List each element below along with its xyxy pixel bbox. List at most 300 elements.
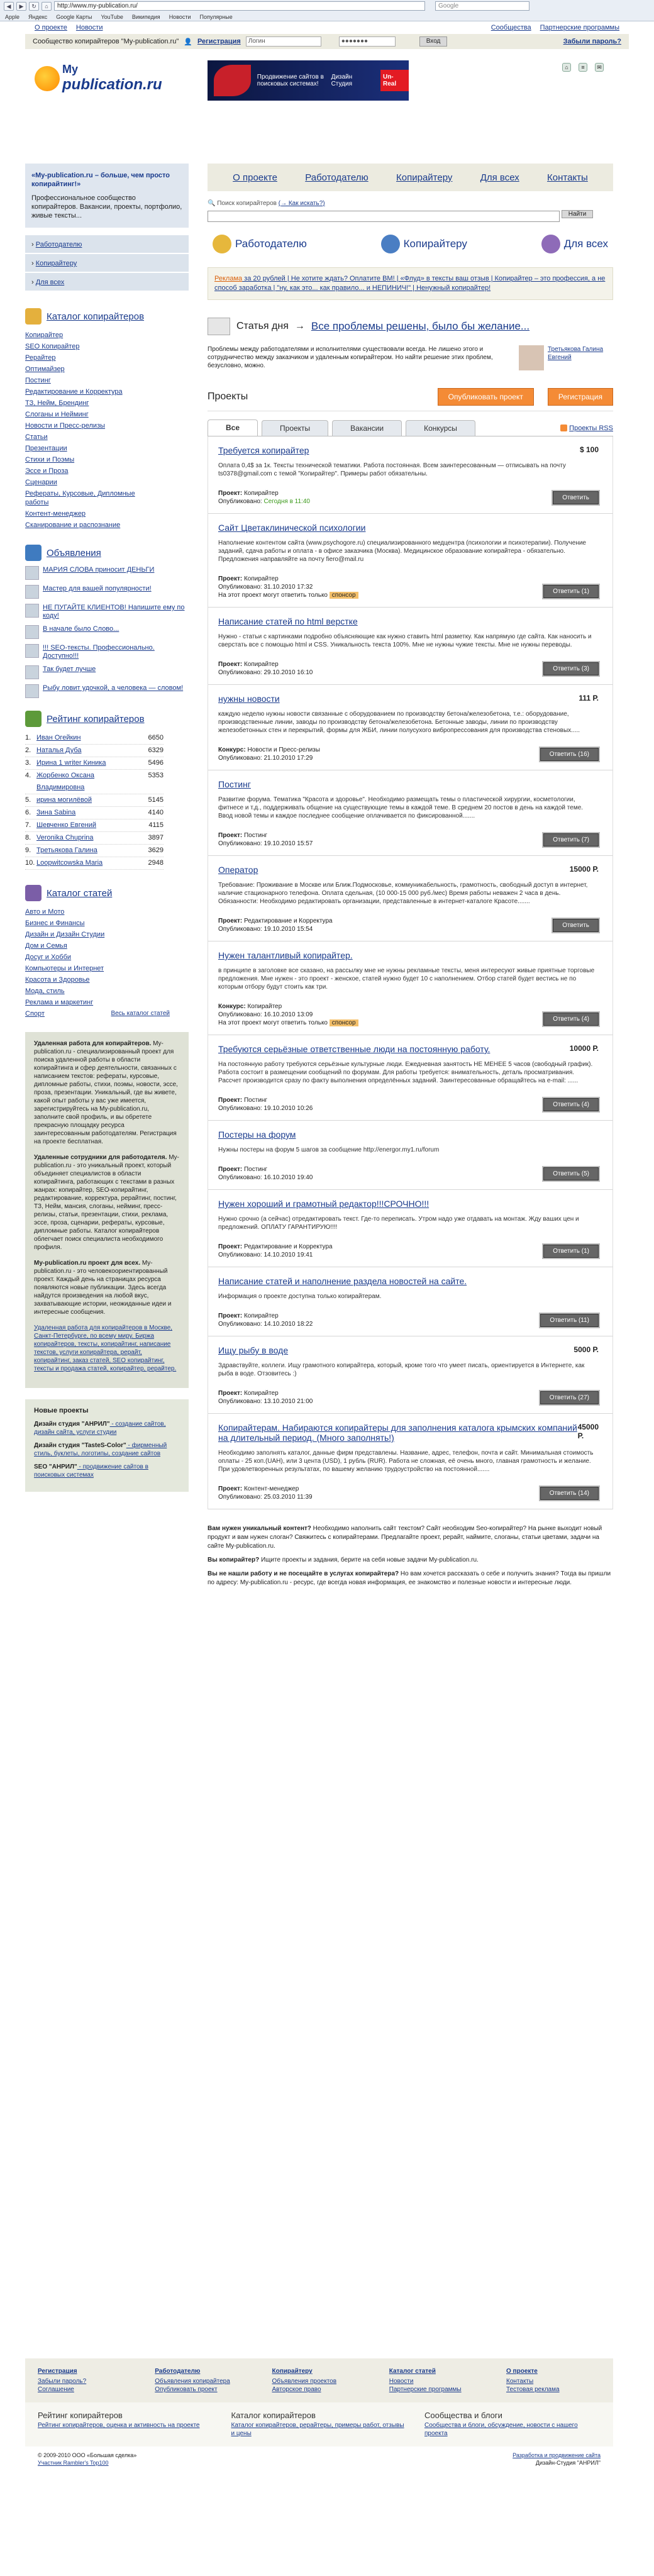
project-published-label: Опубликовано:	[218, 584, 262, 591]
catalog-list	[25, 330, 157, 531]
rating-name[interactable]: ирина могилёвой	[36, 796, 92, 804]
article-cat-link[interactable]: Мода, стиль	[25, 987, 65, 995]
publish-project-button[interactable]: Опубликовать проект	[438, 388, 534, 406]
project-description: Требование: Проживание в Москве или Ближ.Подмосковье, коммуникабельность, грамотность, свободный доступ в интернет, наличие стационарного телефона. Оплата сдельная, (10 000-15 000 руб./мес) Время работы неважен 2 часа в день. Обязанности: Необходимо редактировать организации, представленные в интернет-каталоге Красоте.......	[218, 882, 588, 905]
mail-icon[interactable]: ✉	[595, 63, 604, 72]
article-cat-link[interactable]: Компьютеры и Интернет	[25, 965, 104, 972]
handshake-icon	[213, 235, 231, 253]
project-category: Постинг	[243, 1097, 268, 1104]
rating-rank: 2.	[25, 747, 31, 754]
copyright-text: © 2009-2010 ООО «Большая сделка»	[38, 2452, 137, 2458]
role-link-label[interactable]: Работодателю	[35, 241, 82, 248]
rating-name[interactable]: Veronika Chuprina	[36, 834, 94, 841]
ad-link[interactable]: НЕ ПУГАЙТЕ КЛИЕНТОВ! Напишите ему по коду!	[43, 604, 185, 619]
new-projects-box	[25, 1399, 189, 1492]
project-date: 19.10.2010 15:54	[263, 926, 313, 933]
project-kind: Конкурс:	[218, 747, 246, 753]
promo-text[interactable]: за 20 рублей | Не хотите ждать? Оплатите ВМ! | «Флуд» в тексты ваш отзыв | Копирайтер – это профессия, а не способ заработка | "ну, как это... как правило... и НЕПИНИЧ!" | Ненужный копирайтер!	[214, 275, 606, 292]
project-title[interactable]: нужны новости	[218, 694, 280, 704]
nav-all[interactable]: Для всех	[480, 172, 519, 183]
project-date: 31.10.2010 17:32	[263, 584, 313, 591]
project-title[interactable]: Сайт Цветаклинической психологии	[218, 523, 366, 533]
reply-button[interactable]: Ответить (5)	[543, 1167, 599, 1180]
forgot-password-link[interactable]: Забыли пароль?	[563, 38, 621, 45]
ad-item[interactable]	[25, 684, 189, 698]
rating-name[interactable]: Третьякова Галина	[36, 847, 97, 854]
slogan-text: Профессиональное сообщество копирайтеров. Вакансии, проекты, портфолио, живые тексты...	[31, 194, 182, 219]
footer-col-head[interactable]: Копирайтеру	[272, 2368, 313, 2375]
tab-vacancies[interactable]: Вакансии	[332, 420, 402, 436]
footer-link[interactable]: Партнерские программы	[389, 2386, 462, 2393]
about-paragraph	[34, 1324, 180, 1373]
footer-section-link[interactable]: Каталог копирайтеров, рерайтеры, примеры работ, отзывы и цены	[231, 2422, 404, 2437]
counter-link[interactable]: Участник Rambler's Top100	[38, 2460, 109, 2466]
reply-button[interactable]: Ответить (3)	[543, 662, 599, 675]
project-title[interactable]: Написание статей и наполнение раздела новостей на сайте.	[218, 1276, 467, 1286]
footer-col-head[interactable]: Регистрация	[38, 2368, 77, 2375]
role-link-all[interactable]	[25, 273, 189, 292]
project-item	[208, 1336, 612, 1414]
project-published-label: Опубликовано:	[218, 1011, 262, 1018]
nav-copywriter[interactable]: Копирайтеру	[396, 172, 453, 183]
people-icon	[541, 235, 560, 253]
project-list	[208, 436, 613, 1509]
rating-row	[25, 832, 164, 845]
catalog-link[interactable]: Стихи и Поэмы	[25, 456, 75, 464]
ads-heading	[25, 545, 189, 561]
role-link-label[interactable]: Копирайтеру	[35, 260, 77, 267]
article-cat-link[interactable]: Дизайн и Дизайн Студии	[25, 931, 105, 938]
reply-button[interactable]: Ответить (14)	[540, 1487, 599, 1500]
rating-row	[25, 757, 164, 770]
project-title[interactable]: Требуется копирайтер	[218, 445, 309, 455]
project-category: Копирайтер	[243, 1313, 279, 1319]
footer-link[interactable]: Опубликовать проект	[155, 2386, 218, 2393]
project-description: Наполнение контентом сайта (www.psychogore.ru) специализированного медцентра (психологии и психотерапии). Получение заданий, сдача работы и оплата - в офисе заказчика (Москва). Медицинское образование копирайтера - обязательно. Предложения направляйте на почту fiero@mail.ru	[218, 540, 586, 563]
project-item	[208, 1267, 612, 1336]
faq-answer: Необходимо наполнить сайт текстом? Сайт необходим Seo-копирайтер? На рынке выходит новый продукт и вам нужен слоган? Свяжитесь с копирайтерами. Предлагайте проект, рерайт, наймите, слоганы, статьи цветами, задачи на сайте My-publication.ru.	[208, 1525, 602, 1550]
article-cat-link[interactable]: Красота и Здоровье	[25, 976, 90, 984]
catalog-link[interactable]: Рефераты, Курсовые, Дипломные работы	[25, 490, 135, 506]
author-avatar	[519, 345, 544, 370]
util-partners-link[interactable]: Партнерские программы	[540, 24, 619, 31]
dev-link[interactable]: Разработка и продвижение сайта	[513, 2452, 601, 2458]
new-project-item[interactable]	[34, 1441, 180, 1458]
home-icon[interactable]: ⌂	[562, 63, 571, 72]
browser-chrome	[0, 0, 654, 21]
ad-banner[interactable]	[208, 60, 409, 101]
bookmark[interactable]: Популярные	[199, 13, 233, 20]
project-description: Необходимо заполнять каталог, данные фирм представлены. Название, адрес, телефон, почта и сайт. Минимальная стоимость оплаты - 25 коп.(UAH), или 3 цента (USD), 1 рубль (RUR). Работа не сложная, её очень много, главная грамотность и желание. При удовлетворенных результатах, по вашему желанию трудоустройство на постоянной.......	[218, 1450, 594, 1473]
rating-row	[25, 857, 164, 870]
project-title[interactable]: Ищу рыбу в воде	[218, 1345, 289, 1355]
megaphone-icon	[25, 545, 42, 561]
catalog-link[interactable]: Копирайтер	[25, 331, 64, 339]
rating-rank: 8.	[25, 834, 31, 841]
articles-title[interactable]: Каталог статей	[47, 887, 113, 899]
article-cat-link[interactable]: Авто и Мото	[25, 908, 65, 916]
project-description: Нужны постеры на форум 5 шагов за сообщение http://energor.my1.ru/forum	[218, 1146, 440, 1153]
register-button[interactable]: Регистрация	[548, 388, 613, 406]
project-title[interactable]: Копирайтерам. Набираются копирайтеры для заполнения каталога крымских компаний на длительный период. (Много заполнять!)	[218, 1423, 577, 1443]
project-kind: Проект:	[218, 575, 243, 582]
project-kind: Проект:	[218, 661, 243, 668]
search-input[interactable]	[208, 211, 560, 222]
footer-col	[389, 2367, 484, 2394]
ad-link[interactable]: Рыбу ловит удочкой, а человека — словом!	[43, 684, 184, 692]
footer-col	[506, 2367, 601, 2394]
footer-col-head[interactable]: О проекте	[506, 2368, 538, 2375]
rating-score: 3629	[148, 847, 164, 854]
role-copywriter[interactable]	[381, 235, 467, 253]
sitemap-icon[interactable]: ≡	[579, 63, 587, 72]
rating-rank: 1.	[25, 734, 31, 741]
rating-rank: 4.	[25, 772, 31, 779]
tab-contests[interactable]: Конкурсы	[406, 420, 475, 436]
rating-name[interactable]: Шевченко Евгений	[36, 821, 97, 829]
project-category: Редактирование и Корректура	[243, 918, 333, 924]
project-title[interactable]: Оператор	[218, 865, 258, 875]
rating-row	[25, 807, 164, 819]
reply-button[interactable]: Ответить	[553, 919, 599, 932]
rating-name[interactable]: Иван Огейкин	[36, 734, 81, 741]
footer-link[interactable]: Тестовая реклама	[506, 2386, 560, 2393]
sponsor-badge: спонсор	[330, 592, 358, 599]
ad-thumb	[25, 585, 39, 599]
ad-link[interactable]: Мастер для вашей популярности!	[43, 585, 152, 592]
ads-title[interactable]: Объявления	[47, 547, 101, 558]
ad-item[interactable]	[25, 644, 189, 660]
promo-notice	[208, 267, 613, 300]
site-header	[25, 49, 629, 107]
faq-item	[208, 1570, 613, 1587]
site-logo[interactable]	[35, 63, 162, 94]
new-project-item[interactable]	[34, 1463, 180, 1479]
rating-name[interactable]: Loopwitcowska Maria	[36, 859, 103, 867]
ad-thumb	[25, 644, 39, 658]
catalog-link[interactable]: Презентации	[25, 445, 67, 452]
project-kind: Конкурс:	[218, 1003, 246, 1010]
project-category: Контент-менеджер	[243, 1485, 299, 1492]
faq-section	[208, 1524, 613, 1587]
util-community-link[interactable]: Сообщества	[490, 24, 531, 31]
ads-list	[25, 566, 189, 698]
logo-line2: publication.ru	[62, 76, 162, 93]
tab-projects[interactable]: Проекты	[262, 420, 328, 436]
project-description: Нужно срочно (а сейчас) отредактировать текст. Где-то переписать. Утром надо уже отдавать на монтаж. Жду ваших цен и предложений. ОПЛАТУ ГАРАНТИРУЮ!!!!	[218, 1216, 579, 1231]
project-item	[208, 1035, 612, 1121]
about-text: My-publication.ru - специализированный проект для поиска удаленной работы в области копирайтинга и сфер деятельности, связанных с написанием текстов: рефераты, курсовые, дипломные работы, стихи, поэмы, новости, эссе, проза, презентации. Уникальный, где вы живете, какой опыт работы у вас уже имеется, зарегистрируйтесь на My-publication.ru, заполните свой профиль, и вы обретете прекрасную площадку ресурса заинтересованным работодателям. Регистрация на проекте бесплатная.	[34, 1040, 178, 1145]
project-date: 29.10.2010 16:10	[263, 669, 313, 676]
author-name[interactable]: Третьякова Галина Евгений	[548, 346, 604, 361]
rating-rank: 9.	[25, 847, 31, 854]
bookmark[interactable]: Google Карты	[56, 13, 92, 20]
rating-name[interactable]: Ирина 1 writer Киника	[36, 759, 106, 767]
catalog-title[interactable]: Каталог копирайтеров	[47, 311, 145, 322]
role-link-employer[interactable]	[25, 235, 189, 254]
role-employer[interactable]	[213, 235, 307, 253]
article-cat-link[interactable]: Бизнес и Финансы	[25, 919, 85, 927]
bookmark[interactable]: Яндекс	[28, 13, 48, 20]
catalog-link[interactable]: Рерайтер	[25, 354, 56, 362]
about-text: My-publication.ru - это уникальный проект, который объединяет специалистов в области копирайтинга, работающих с текстами в разных жанрах: копирайтер, SEO-копирайтинг, редактирование, корректура, рерайтинг, постинг, ТЗ, Нейм, мансия, слоганы, нейминг, пресс-релизы, статьи, презентации, стихи, реклама, эссе, проза, сценарии, рефераты, курсовые, дипломные работы. Каталог копирайтеров облегчает поиск специалиста необходимого профиля.	[34, 1154, 179, 1251]
home-icon[interactable]: ⌂	[42, 2, 52, 11]
ad-link[interactable]: В начале было Слово...	[43, 625, 119, 633]
ad-thumb	[25, 604, 39, 618]
footer-col-head[interactable]: Работодателю	[155, 2368, 201, 2375]
rating-score: 3897	[148, 834, 164, 841]
project-item	[208, 941, 612, 1035]
banner-brand: Un-Real	[380, 70, 409, 91]
project-category: Постинг	[243, 832, 268, 839]
rss-link[interactable]	[560, 425, 613, 432]
footer-link[interactable]: Забыли пароль?	[38, 2378, 87, 2385]
project-title[interactable]: Постинг	[218, 779, 251, 789]
catalog-link[interactable]: Новости и Пресс-релизы	[25, 422, 106, 430]
about-bold: Удаленные сотрудники для работодателя.	[34, 1154, 167, 1161]
rating-rank: 10.	[25, 859, 35, 867]
promo-label-link[interactable]: Реклама	[214, 275, 243, 282]
project-item	[208, 608, 612, 685]
project-item	[208, 1190, 612, 1267]
ad-thumb	[25, 684, 39, 698]
project-kind: Проект:	[218, 832, 243, 839]
project-published-label: Опубликовано:	[218, 1321, 262, 1328]
bookmark[interactable]: Новости	[169, 13, 191, 20]
footer-link[interactable]: Авторское право	[272, 2386, 321, 2393]
reply-button[interactable]: Ответить (1)	[543, 585, 599, 598]
ad-item[interactable]	[25, 625, 189, 639]
search-icon: 🔍	[208, 200, 216, 207]
project-description: в принципе в заголовке все сказано, на рассылку мне не нужны рекламные тексты, меня интересуют живые приятные торговые предложения. Мне нужен - это проект - женское, статей нужно будет 10 с наполнением. Отбор статей будет вестись не по которым отбору будут стоить как три.	[218, 967, 595, 991]
ad-thumb	[25, 625, 39, 639]
project-published-label: Опубликовано:	[218, 1252, 262, 1258]
ad-link[interactable]: Так будет лучше	[43, 665, 96, 673]
rating-name[interactable]: Зина Sabina	[36, 809, 76, 816]
rating-score: 2948	[148, 859, 164, 867]
project-title[interactable]: Написание статей по html верстке	[218, 616, 358, 626]
login-bar	[25, 34, 629, 49]
catalog-link[interactable]: Эссе и Проза	[25, 467, 69, 475]
nav-about[interactable]: О проекте	[233, 172, 277, 183]
project-price: 45000 Р.	[577, 1423, 599, 1440]
rating-row	[25, 845, 164, 857]
register-link[interactable]: Регистрация	[197, 38, 241, 45]
site-footer	[25, 2358, 613, 2472]
footer-link[interactable]: Объявления копирайтера	[155, 2378, 230, 2385]
catalog-link[interactable]: Статьи	[25, 433, 48, 441]
project-date: 14.10.2010 18:22	[263, 1321, 313, 1328]
rss-icon	[560, 425, 567, 431]
search-button[interactable]: Найти	[562, 210, 594, 218]
project-kind: Проект:	[218, 1390, 243, 1397]
project-price: $ 100	[579, 445, 599, 454]
reply-button[interactable]: Ответить (4)	[543, 1013, 599, 1026]
project-published-label: Опубликовано:	[218, 1494, 262, 1501]
project-item	[208, 685, 612, 770]
address-bar[interactable]: http://www.my-publication.ru/	[54, 1, 425, 11]
article-cat-link[interactable]: Дом и Семья	[25, 942, 67, 950]
util-about-link[interactable]: О проекте	[35, 24, 67, 31]
footer-link[interactable]: Новости	[389, 2378, 414, 2385]
catalog-link[interactable]: Оптимайзер	[25, 365, 65, 373]
footer-link[interactable]: Контакты	[506, 2378, 534, 2385]
ad-item[interactable]	[25, 665, 189, 679]
rating-name[interactable]: Наталья Дуба	[36, 747, 82, 754]
project-title[interactable]: Нужен хороший и грамотный редактор!!!СРОЧНО!!!	[218, 1199, 430, 1209]
projects-title: Проекты	[208, 391, 248, 402]
footer-col	[272, 2367, 367, 2394]
role-all[interactable]	[541, 235, 608, 253]
footer-section-link[interactable]: Сообщества и блоги, обсуждение, новости с нашего проекта	[424, 2422, 578, 2437]
search-how-link[interactable]: (→ Как искать?)	[278, 200, 325, 207]
all-articles-link[interactable]: Весь каталог статей	[111, 1010, 170, 1017]
catalog-link[interactable]: ТЗ, Нейм, Брендинг	[25, 399, 89, 407]
footer-col-head[interactable]: Каталог статей	[389, 2368, 436, 2375]
rating-heading	[25, 711, 189, 727]
arrow-icon: →	[294, 321, 305, 331]
article-cat-link[interactable]: Реклама и маркетинг	[25, 999, 94, 1006]
article-author[interactable]	[519, 345, 613, 370]
footer-section-link[interactable]: Рейтинг копирайтеров, оценка и активность на проекте	[38, 2422, 200, 2429]
ad-item[interactable]	[25, 585, 189, 599]
project-date: 16.10.2010 13:09	[263, 1011, 313, 1018]
article-cat-link[interactable]: Досуг и Хобби	[25, 953, 72, 961]
footer-link[interactable]: Объявления проектов	[272, 2378, 337, 2385]
password-input[interactable]: ●●●●●●●	[339, 36, 396, 47]
tab-all[interactable]: Все	[208, 419, 258, 436]
ad-item[interactable]	[25, 604, 189, 620]
article-of-day	[208, 318, 613, 370]
project-description: Развитие форума. Тематика "Красота и здоровье". Необходимо размещать темы о пластической хирургии, косметологии, фитнесе и т.д., поддерживать общение на существующие темы в каждой теме. В среднем 20 постов в день на каждой теме. Ввод новой темы и каждое последнее сообщение оплачивается по фиксированной.......	[218, 796, 584, 819]
browser-search-input[interactable]: Google	[435, 1, 529, 11]
ad-link[interactable]: МАРИЯ СЛОВА приносит ДЕНЬГИ	[43, 566, 155, 574]
rating-title[interactable]: Рейтинг копирайтеров	[47, 713, 145, 724]
reply-button[interactable]: Ответить (7)	[543, 833, 599, 847]
footer-section	[424, 2411, 601, 2438]
about-paragraph	[34, 1153, 180, 1252]
about-text: Удаленная работа для копирайтеров в Москве, Санкт-Петербурге, по всему миру. Биржа копирайтеров, тексты, копирайтинг, написание текстов, услуги копирайтера, рерайт, копирайтинг, заказ статей, SEO копирайтинг, тексты и продажа статей, копирайтер, рерайтер.	[34, 1324, 177, 1372]
project-date: 14.10.2010 19:41	[263, 1252, 313, 1258]
new-project-link[interactable]: - продвижение сайтов в поисковых системах	[34, 1463, 148, 1479]
project-published-label: Опубликовано:	[218, 1174, 262, 1181]
footer-col	[155, 2367, 249, 2394]
new-projects-title: Новые проекты	[34, 1407, 89, 1414]
footer-links	[25, 2358, 613, 2402]
logo-line1: My	[62, 63, 79, 75]
reply-button[interactable]: Ответить (27)	[540, 1391, 599, 1404]
catalog-link[interactable]: Контент-менеджер	[25, 510, 86, 518]
catalog-link[interactable]: Сканирование и распознание	[25, 521, 121, 529]
footer-link[interactable]: Соглашение	[38, 2386, 74, 2393]
footer-copyright	[25, 2446, 613, 2472]
rating-score: 4140	[148, 809, 164, 816]
projects-header	[208, 388, 613, 411]
rating-rank: 7.	[25, 821, 31, 829]
reply-button[interactable]: Ответить (1)	[543, 1245, 599, 1258]
bookmark[interactable]: Википедия	[131, 13, 160, 20]
catalog-link[interactable]: SEO Копирайтер	[25, 343, 80, 350]
project-kind: Проект:	[218, 490, 243, 497]
about-box	[25, 1032, 189, 1388]
rating-name[interactable]: Жорбенко Оксана Владимировна	[36, 772, 95, 791]
project-title[interactable]: Постеры на форум	[218, 1130, 296, 1140]
slogan-title: «My-publication.ru – больше, чем просто копирайтинг!»	[31, 172, 170, 188]
role-link-copywriter[interactable]	[25, 254, 189, 273]
project-description: Здравствуйте, коллеги. Ищу грамотного копирайтера, который, кроме того что умеет писать, ориентируется в Интернете, как рыба в воде. Отзовитесь :)	[218, 1362, 585, 1377]
project-title[interactable]: Нужен талантливый копирайтер.	[218, 950, 353, 960]
ad-link[interactable]: !!! SEO-тексты. Профессионально. Доступно!!!	[43, 644, 155, 660]
catalog-link[interactable]: Редактирование и Корректура	[25, 388, 123, 396]
bookmark[interactable]: YouTube	[101, 13, 123, 20]
bookmarks-bar	[0, 12, 654, 21]
catalog-link[interactable]: Постинг	[25, 377, 51, 384]
login-button[interactable]: Вход	[419, 36, 448, 47]
articles-list	[25, 906, 170, 1019]
util-news-link[interactable]: Новости	[75, 24, 103, 31]
catalog-heading	[25, 308, 189, 325]
role-link-label[interactable]: Для всех	[35, 279, 65, 286]
catalog-link[interactable]: Сценарии	[25, 479, 57, 486]
new-project-link[interactable]: - создание сайтов, дизайн сайта, услуги студии	[34, 1421, 166, 1436]
project-kind: Проект:	[218, 1097, 243, 1104]
nav-contacts[interactable]: Контакты	[547, 172, 588, 183]
bullet-icon: ›	[31, 260, 36, 267]
reply-button[interactable]: Ответить (11)	[540, 1314, 599, 1327]
new-project-name: Дизайн студия "АНРИЛ"	[34, 1421, 110, 1428]
about-paragraph	[34, 1040, 180, 1146]
rating-score: 5496	[148, 759, 164, 767]
reply-button[interactable]: Ответить	[553, 491, 599, 504]
rating-score: 6650	[148, 734, 164, 741]
back-icon[interactable]: ◀	[4, 2, 14, 11]
catalog-link[interactable]: Слоганы и Нейминг	[25, 411, 89, 418]
faq-answer: Но вам хочется рассказать о себе и получить знания? Тогда вы пришли по адресу: My-publication.ru - ресурс, где всегда новая информация, ее знакомство и полезные новости и интересные люди.	[208, 1570, 611, 1586]
project-description: Оплата 0,4$ за 1к. Тексты технической тематики. Работа постоянная. Всем заинтересованным — отписывать на почту ts0378@gmail.com с темой "Копирайтер". Примеры работ обязательны.	[218, 462, 566, 477]
project-category: Редактирование и Корректура	[243, 1243, 333, 1250]
new-project-item[interactable]	[34, 1420, 180, 1436]
rating-row	[25, 732, 164, 745]
forward-icon[interactable]: ▶	[16, 2, 26, 11]
project-published-label: Опубликовано:	[218, 840, 262, 847]
ad-item[interactable]	[25, 566, 189, 580]
article-title[interactable]: Все проблемы решены, было бы желание...	[311, 320, 530, 332]
project-category: Постинг	[243, 1166, 268, 1173]
project-item	[208, 514, 612, 608]
utility-nav	[0, 21, 654, 34]
project-title[interactable]: Требуются серьёзные ответственные люди на постоянную работу.	[218, 1044, 490, 1054]
login-input[interactable]: Логин	[246, 36, 321, 47]
project-price: 5000 Р.	[574, 1345, 599, 1354]
bookmark[interactable]: Apple	[5, 13, 20, 20]
logo-sun-icon	[35, 66, 60, 91]
rating-list	[25, 732, 164, 870]
sponsor-badge: спонсор	[330, 1019, 358, 1026]
new-project-link[interactable]: - фирменный стиль, буклеты, логотипы, создание сайтов	[34, 1442, 167, 1457]
nav-employer[interactable]: Работодателю	[305, 172, 369, 183]
rating-row	[25, 745, 164, 757]
reload-icon[interactable]: ↻	[29, 2, 39, 11]
about-bold: Удаленная работа для копирайтеров.	[34, 1040, 152, 1047]
rating-score: 5353	[148, 772, 164, 779]
reply-button[interactable]: Ответить (16)	[540, 748, 599, 761]
article-cat-link[interactable]: Спорт	[25, 1010, 45, 1018]
article-text: Проблемы между работодателями и исполнителями существовали всегда. Не лишено этого и сотрудничество между заказчиком и удаленным копирайтером. Но найти решение этих проблем, безусловно, можно.	[208, 346, 493, 369]
project-description: Нужно - статьи с картинками подробно объясняющие как нужно ставить html разметку. Как напрямую где сайта. Как наносить и сверстать все с помощью html и CSS. Уникальность текста 100%. Мне не нужны чужие тексты. Мне не нужны переводы.	[218, 633, 592, 648]
rating-row	[25, 819, 164, 832]
reply-button[interactable]: Ответить (4)	[543, 1098, 599, 1111]
about-paragraph	[34, 1259, 180, 1316]
